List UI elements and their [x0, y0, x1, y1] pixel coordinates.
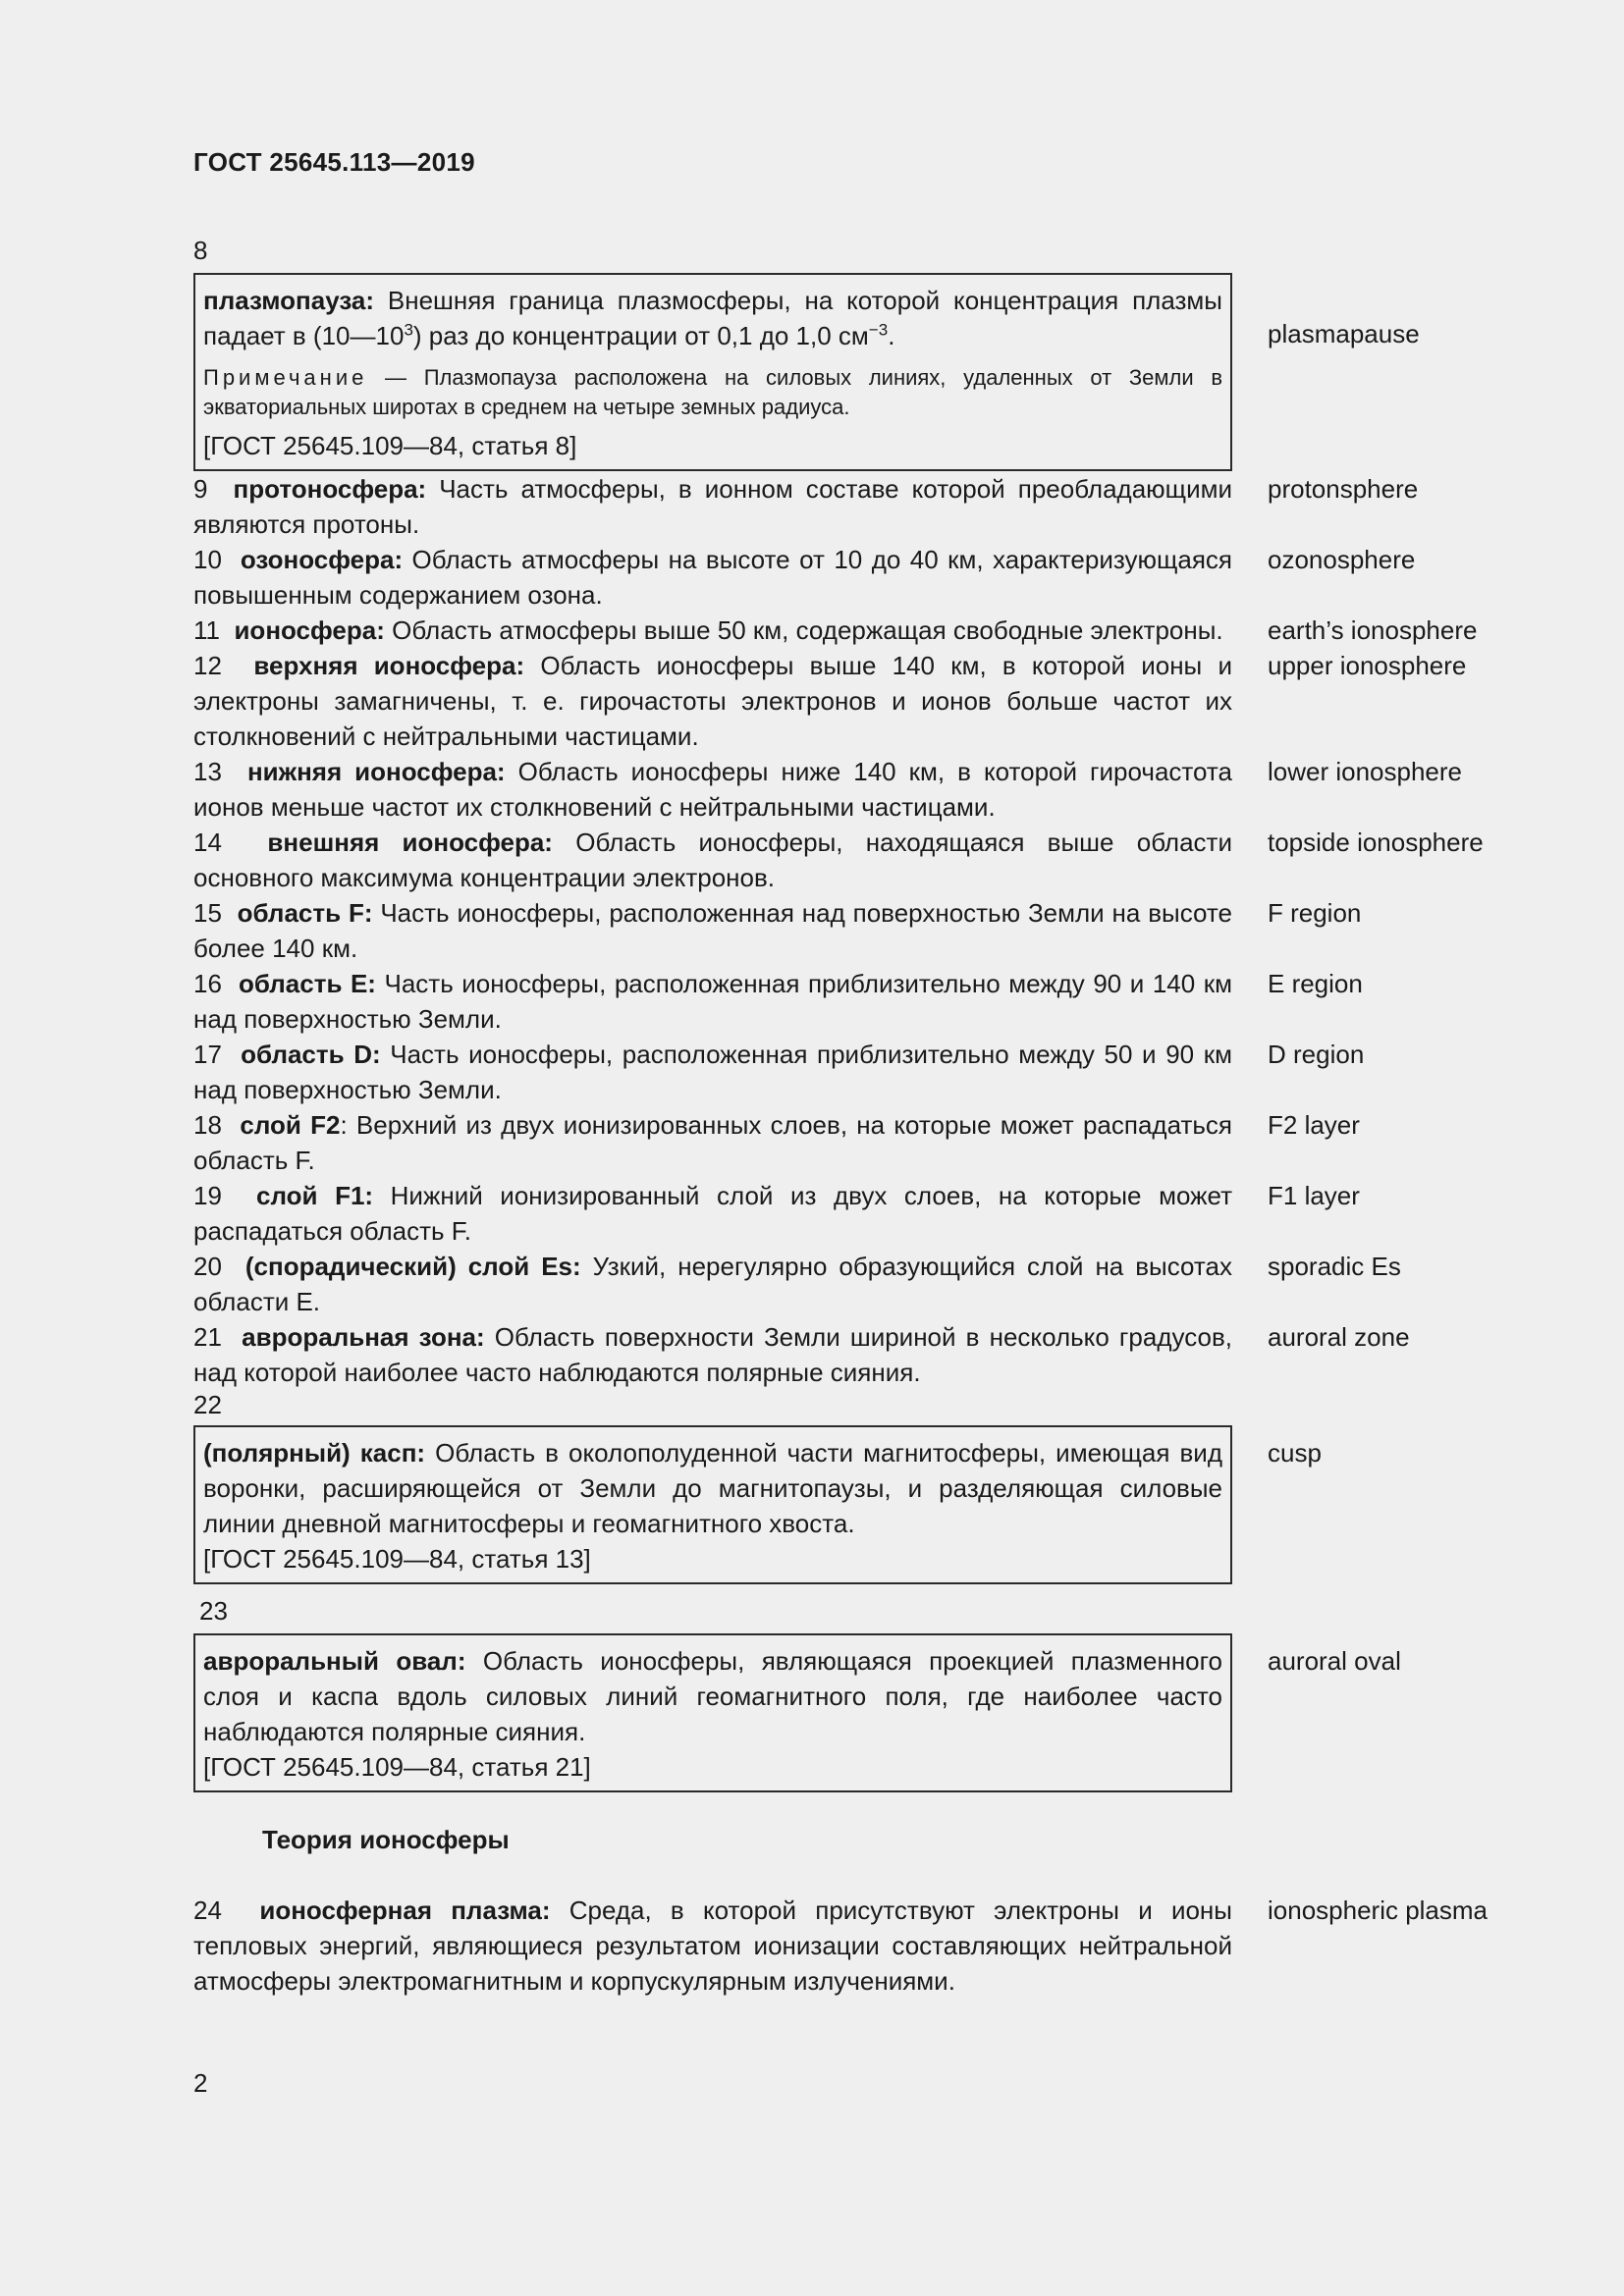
term: озоносфера: [240, 545, 404, 574]
document-header: ГОСТ 25645.113—2019 [193, 147, 475, 177]
definition [193, 1178, 1232, 1249]
entry-number: 21 [193, 1322, 222, 1352]
term-entry [193, 1178, 1529, 1249]
definition [193, 1249, 1232, 1319]
source-reference: [ГОСТ 25645.109—84, статья 13] [203, 1544, 591, 1574]
definition [203, 1435, 1222, 1541]
term-box [193, 1633, 1232, 1792]
definition-text: Часть ионосферы, расположенная приблизительно между 50 и 90 км над поверхностью Земли. [193, 1040, 1232, 1104]
definition-text: Среда, в которой присутствуют электроны и ионы тепловых энергий, являющиеся результатом ионизации составляющих нейтральной атмосферы электромагнитным и корпускулярным излучениями. [193, 1896, 1232, 1996]
term: (спорадический) слой Es: [244, 1252, 581, 1281]
english-term: auroral zone [1268, 1322, 1410, 1352]
english-term: upper ionosphere [1268, 651, 1467, 680]
definition-text: Область ионосферы, находящаяся выше области основного максимума концентрации электронов. [193, 828, 1232, 892]
entry-number: 10 [193, 545, 222, 574]
english-term: sporadic Es [1268, 1252, 1401, 1281]
term: внешняя ионосфера: [267, 828, 553, 857]
definition-text: Область ионосферы, являющаяся проекцией плазменного слоя и каспа вдоль силовых линий геомагнитного поля, где наиболее часто наблюдаются полярные сияния. [203, 1646, 1223, 1746]
entry-number: 17 [193, 1040, 222, 1069]
entry-number: 13 [193, 757, 222, 786]
english-term: topside ionosphere [1268, 828, 1484, 857]
entry-number: 18 [193, 1110, 222, 1140]
definition [193, 1893, 1232, 1999]
term-entry [193, 1319, 1529, 1390]
english-term: plasmapause [1268, 319, 1420, 348]
definition-text: Внешняя граница плазмосферы, на которой концентрация плазмы падает в (10—10 [203, 286, 1222, 350]
entry-number: 19 [193, 1181, 222, 1210]
term: (полярный) касп: [203, 1438, 426, 1468]
term-entry [193, 613, 1529, 648]
term: протоносфера: [233, 474, 427, 504]
note-label: Примечание [203, 365, 368, 390]
term: верхняя ионосфера: [253, 651, 525, 680]
entry-number: 22 [193, 1390, 222, 1419]
definition-text: : Верхний из двух ионизированных слоев, на которые может распадаться область F. [193, 1110, 1232, 1175]
term-entry [193, 1893, 1529, 1999]
english-term: ozonosphere [1268, 545, 1416, 574]
definition-text: Нижний ионизированный слой из двух слоев, на которые может распадаться область F. [193, 1181, 1233, 1246]
definition [193, 1107, 1232, 1178]
definition-text: Область атмосферы на высоте от 10 до 40 км, характеризующаяся повышенным содержанием озона. [193, 545, 1233, 610]
term-entry [193, 471, 1529, 542]
term: область E: [238, 969, 376, 998]
page-number: 2 [193, 2068, 208, 2098]
entry-number: 8 [193, 236, 208, 265]
english-term: E region [1268, 969, 1363, 998]
definition [193, 825, 1232, 895]
definition-text: . [888, 321, 895, 350]
entry-number: 12 [193, 651, 222, 680]
superscript: −3 [868, 320, 889, 340]
english-term: lower ionosphere [1268, 757, 1463, 786]
term-entry [193, 966, 1529, 1037]
section-heading: Теория ионосферы [262, 1825, 510, 1854]
definition [193, 966, 1232, 1037]
english-term: cusp [1268, 1438, 1322, 1468]
english-term: F1 layer [1268, 1181, 1360, 1210]
term-entry [193, 1037, 1529, 1107]
entry-number: 16 [193, 969, 222, 998]
definition-text: Область атмосферы выше 50 км, содержащая свободные электроны. [384, 615, 1223, 645]
entry-number: 14 [193, 828, 222, 857]
definition [193, 648, 1232, 754]
english-term: F2 layer [1268, 1110, 1360, 1140]
term-entry [193, 1107, 1529, 1178]
term: область F: [237, 898, 373, 928]
term-entry [193, 1249, 1529, 1319]
definition [193, 754, 1232, 825]
english-term: auroral oval [1268, 1646, 1401, 1676]
definition-text: Узкий, нерегулярно образующийся слой на высотах области E. [193, 1252, 1232, 1316]
definition [193, 1319, 1232, 1390]
term-entry [193, 754, 1529, 825]
term: ионосфера: [234, 615, 385, 645]
entry-number: 20 [193, 1252, 222, 1281]
term: плазмопауза: [203, 286, 375, 315]
definition [203, 283, 1222, 353]
term-entry [193, 1633, 1529, 1792]
source-reference: [ГОСТ 25645.109—84, статья 8] [203, 431, 577, 460]
definition-text: Часть ионосферы, расположенная приблизительно между 90 и 140 км над поверхностью Земли. [193, 969, 1232, 1034]
term: слой F1: [256, 1181, 374, 1210]
term-entry [193, 542, 1529, 613]
definition [193, 542, 1232, 613]
definition-text: Область поверхности Земли шириной в несколько градусов, над которой наиболее часто наблюдаются полярные сияния. [193, 1322, 1232, 1387]
english-term: F region [1268, 898, 1362, 928]
entry-number: 23 [199, 1596, 228, 1626]
source-reference: [ГОСТ 25645.109—84, статья 21] [203, 1752, 591, 1782]
definition-text: ) раз до концентрации от 0,1 до 1,0 см [412, 321, 869, 350]
term-box [193, 1425, 1232, 1584]
definition-text: Область ионосферы ниже 140 км, в которой гирочастота ионов меньше частот их столкновений с нейтральными частицами. [193, 757, 1232, 822]
terms-list [193, 234, 1529, 1999]
term-box [193, 273, 1232, 471]
definition [193, 895, 1232, 966]
english-term: protonsphere [1268, 474, 1419, 504]
definition [193, 471, 1232, 542]
term: область D: [241, 1040, 381, 1069]
entry-number: 9 [193, 474, 208, 504]
entry-number: 24 [193, 1896, 222, 1925]
term: нижняя ионосфера: [246, 757, 506, 786]
definition [193, 1037, 1232, 1107]
term-entry [193, 1425, 1529, 1584]
note-text: — Плазмопауза расположена на силовых линиях, удаленных от Земли в экваториальных широтах в среднем на четыре земных радиуса. [203, 365, 1222, 419]
english-term: earth’s ionosphere [1268, 615, 1478, 645]
definition-text: Область ионосферы выше 140 км, в которой ионы и электроны замагничены, т. е. гирочастоты электронов и ионов больше частот их столкновений с нейтральными частицами. [193, 651, 1232, 751]
term: авроральная зона: [242, 1322, 485, 1352]
english-term: ionospheric plasma [1268, 1896, 1489, 1925]
entry-number: 11 [193, 615, 220, 645]
term-entry [193, 648, 1529, 754]
definition-text: Область в околополуденной части магнитосферы, имеющая вид воронки, расширяющейся от Земли до магнитопаузы, и разделяющая силовые линии дневной магнитосферы и геомагнитного хвоста. [203, 1438, 1223, 1538]
superscript: 3 [404, 320, 413, 340]
term: слой F2 [240, 1110, 341, 1140]
definition-text: Часть ионосферы, расположенная над поверхностью Земли на высоте более 140 км. [193, 898, 1232, 963]
term-entry [193, 895, 1529, 966]
definition-text: Часть атмосферы, в ионном составе которой преобладающими являются протоны. [193, 474, 1232, 539]
definition [193, 613, 1232, 648]
english-term: D region [1268, 1040, 1365, 1069]
definition [203, 1643, 1222, 1749]
entry-number: 15 [193, 898, 222, 928]
term-entry [193, 273, 1529, 471]
note [203, 363, 1222, 422]
term-entry [193, 825, 1529, 895]
term: авроральный овал: [203, 1646, 466, 1676]
term: ионосферная плазма: [259, 1896, 551, 1925]
